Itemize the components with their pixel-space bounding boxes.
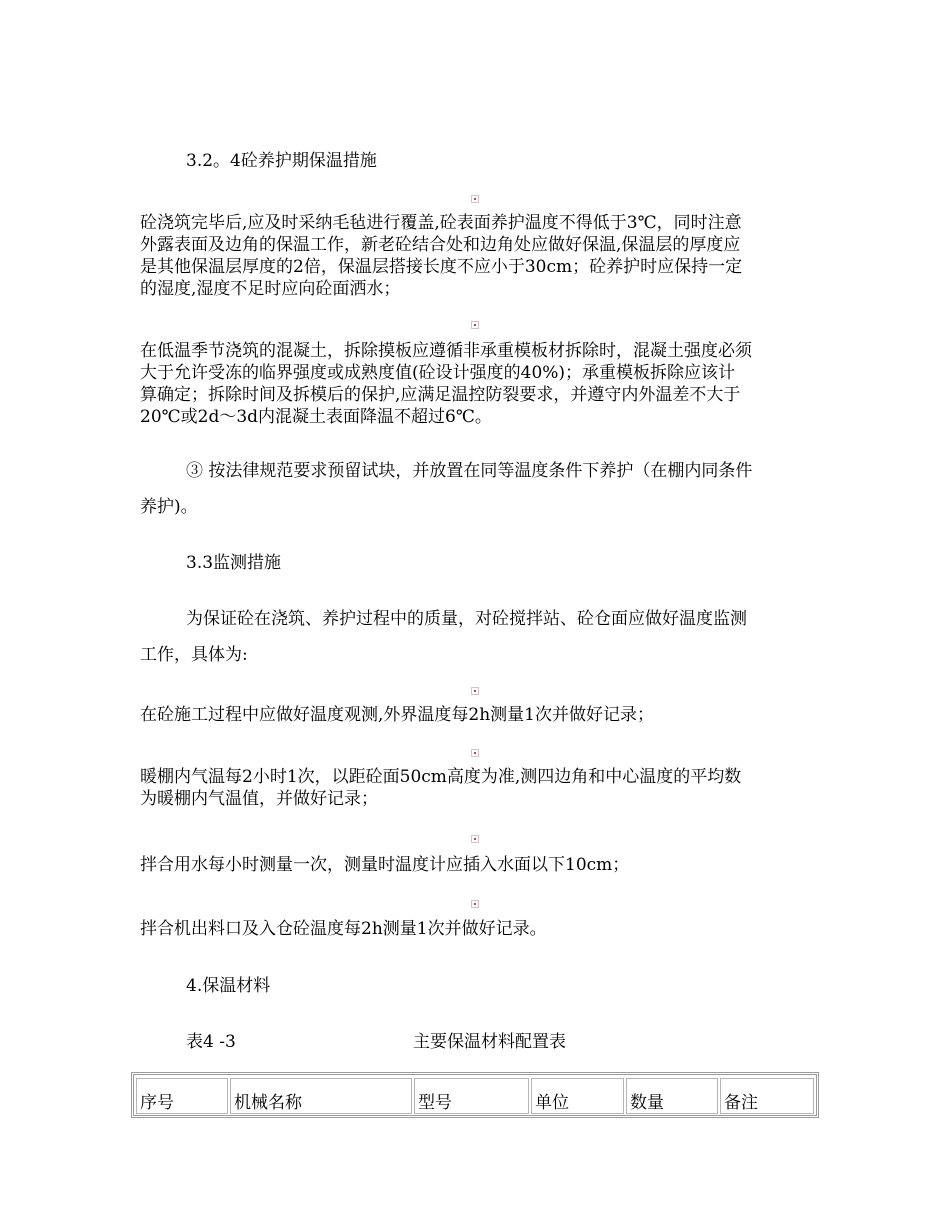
table-header-cell: 单位 [531, 1078, 624, 1114]
materials-table [131, 1072, 819, 1118]
broken-image-icon [471, 687, 479, 695]
paragraph-line: 20℃或2d～3d内混凝土表面降温不超过6℃。 [140, 407, 492, 427]
list-item-mixer-temp: 拌合机出料口及入仓砼温度每2h测量1次并做好记录。 [140, 919, 547, 939]
table-header-cell: 序号 [136, 1078, 228, 1114]
paragraph-line: 在低温季节浇筑的混凝土，拆除摸板应遵循非承重模板材拆除时，混凝土强度必须 [140, 341, 752, 361]
paragraph-test-blocks: ③ 按法律规范要求预留试块，并放置在同等温度条件下养护（在棚内同条件 [186, 461, 753, 481]
broken-image-icon [471, 321, 479, 329]
paragraph-insulation-cover [140, 212, 812, 300]
paragraph-monitoring-intro-cont: 工作，具体为: [140, 645, 248, 665]
section-heading-3-2-4: 3.2。4砼养护期保温措施 [186, 151, 377, 171]
paragraph-line: 大于允许受冻的临界强度或成熟度值(砼设计强度的40%)；承重模板拆除应该计 [140, 363, 736, 383]
paragraph-test-blocks-cont: 养护)。 [140, 497, 198, 517]
table-header-cell: 备注 [720, 1078, 814, 1114]
table-title: 主要保温材料配置表 [413, 1032, 566, 1052]
section-heading-3-3: 3.3监测措施 [186, 553, 282, 573]
paragraph-monitoring-intro: 为保证砼在浇筑、养护过程中的质量，对砼搅拌站、砼仓面应做好温度监测 [186, 609, 747, 629]
paragraph-line: 算确定；拆除时间及拆模后的保护,应满足温控防裂要求，并遵守内外温差不大于 [140, 385, 741, 405]
broken-image-icon [471, 749, 479, 757]
table-number: 表4 -3 [186, 1032, 236, 1052]
paragraph-line: 为暖棚内气温值，并做好记录； [140, 789, 378, 809]
paragraph-line: 外露表面及边角的保温工作，新老砼结合处和边角处应做好保温,保温层的厚度应 [140, 235, 741, 255]
paragraph-line: 砼浇筑完毕后,应及时采纳毛毡进行覆盖,砼表面养护温度不得低于3℃，同时注意 [140, 213, 742, 233]
broken-image-icon [471, 835, 479, 843]
paragraph-line: 暖棚内气温每2小时1次，以距砼面50cm高度为准,测四边角和中心温度的平均数 [140, 767, 742, 787]
list-item-outside-temp: 在砼施工过程中应做好温度观测,外界温度每2h测量1次并做好记录； [140, 705, 654, 725]
paragraph-line: 是其他保温层厚度的2倍，保温层搭接长度不应小于30cm；砼养护时应保持一定 [140, 257, 743, 277]
paragraph-formwork-removal [140, 340, 812, 428]
table-header-cell: 型号 [414, 1078, 529, 1114]
list-item-shed-temp [140, 766, 812, 810]
broken-image-icon [471, 900, 479, 908]
table-header-cell: 机械名称 [230, 1078, 412, 1114]
table-header-cell: 数量 [626, 1078, 718, 1114]
broken-image-icon [471, 195, 479, 203]
list-item-water-temp: 拌合用水每小时测量一次，测量时温度计应插入水面以下10cm； [140, 855, 630, 875]
paragraph-line: 的湿度,湿度不足时应向砼面洒水； [140, 279, 401, 299]
section-heading-4: 4.保温材料 [186, 976, 271, 996]
